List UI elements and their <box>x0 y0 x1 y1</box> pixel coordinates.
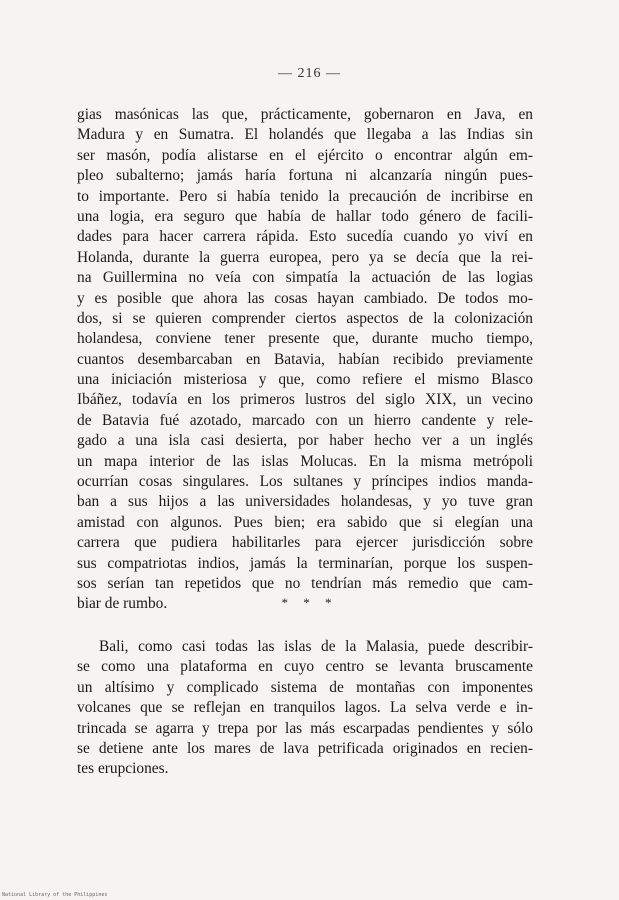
text-line: sus compatriotas indios, jamás la terminarían, porque los suspen- <box>77 554 533 572</box>
text-line: dos, si se quieren comprender ciertos aspectos de la colonización <box>77 309 533 327</box>
text-line: Madura y en Sumatra. El holandés que llegaba a las Indias sin <box>77 126 533 144</box>
text-line: Holanda, durante la guerra europea, pero ya se decía que la rei- <box>77 248 533 266</box>
footer-credit: National Library of the Philippines <box>2 892 108 898</box>
text-line: dades para hacer carrera rápida. Esto sucedía cuando yo viví en <box>77 228 533 246</box>
text-line: se como una plataforma en cuyo centro se levanta bruscamente <box>77 658 533 676</box>
paragraph-2 <box>77 637 533 780</box>
text-line: un mapa interior de las islas Molucas. En la misma metrópoli <box>77 452 533 470</box>
section-separator: * * * <box>281 595 338 610</box>
text-line: ocurrían cosas singulares. Los sultanes y príncipes indios manda- <box>77 473 533 491</box>
text-line: sos serían tan repetidos que no tendrían más remedio que cam- <box>77 574 533 592</box>
text-line: na Guillermina no veía con simpatía la actuación de las logias <box>77 269 533 287</box>
text-line: ban a sus hijos a las universidades holandesas, y yo tuve gran <box>77 493 533 511</box>
text-line: biar de rumbo. <box>77 595 168 613</box>
page-number: — 216 — <box>278 66 341 81</box>
text-line: gado a una isla casi desierta, por haber hecho ver a un inglés <box>77 432 533 450</box>
text-line: cuantos desembarcaban en Batavia, habían recibido previamente <box>77 350 533 368</box>
text-line: un altísimo y complicado sistema de montañas con imponentes <box>77 678 533 696</box>
text-line: tes erupciones. <box>77 760 169 778</box>
text-line: una logia, era seguro que había de hallar todo género de facili- <box>77 207 533 225</box>
text-line: de Batavia fué azotado, marcado con un hierro candente y rele- <box>77 411 533 429</box>
text-line: y es posible que ahora las cosas hayan cambiado. De todos mo- <box>77 289 533 307</box>
text-line: carrera que pudiera habilitarles para ejercer jurisdicción sobre <box>77 534 533 552</box>
text-line: trincada se agarra y trepa por las más escarpadas pendientes y sólo <box>77 719 533 737</box>
text-line: una iniciación misteriosa y que, como refiere el mismo Blasco <box>77 371 533 389</box>
text-line: holandesa, conviene tener presente que, durante mucho tiempo, <box>77 330 533 348</box>
text-line: Bali, como casi todas las islas de la Malasia, puede describir- <box>99 638 533 655</box>
text-line: to importante. Pero si había tenido la precaución de incribirse en <box>77 187 533 205</box>
text-line: se detiene ante los mares de lava petrificada originados en recien- <box>77 739 533 757</box>
text-line: amistad con algunos. Pues bien; era sabido que si elegían una <box>77 513 533 531</box>
text-line: gias masónicas las que, prácticamente, gobernaron en Java, en <box>77 106 533 123</box>
text-line: volcanes que se reflejan en tranquilos lagos. La selva verde e in- <box>77 699 533 717</box>
text-line: pleo subalterno; jamás haría fortuna ni alcanzaría ningún pues- <box>77 167 533 185</box>
paragraph-1 <box>77 105 533 615</box>
text-line: Ibáñez, todavía en los primeros lustros del siglo XIX, un vecino <box>77 391 533 409</box>
text-line: ser masón, podía alistarse en el ejército o encontrar algún em- <box>77 146 533 164</box>
